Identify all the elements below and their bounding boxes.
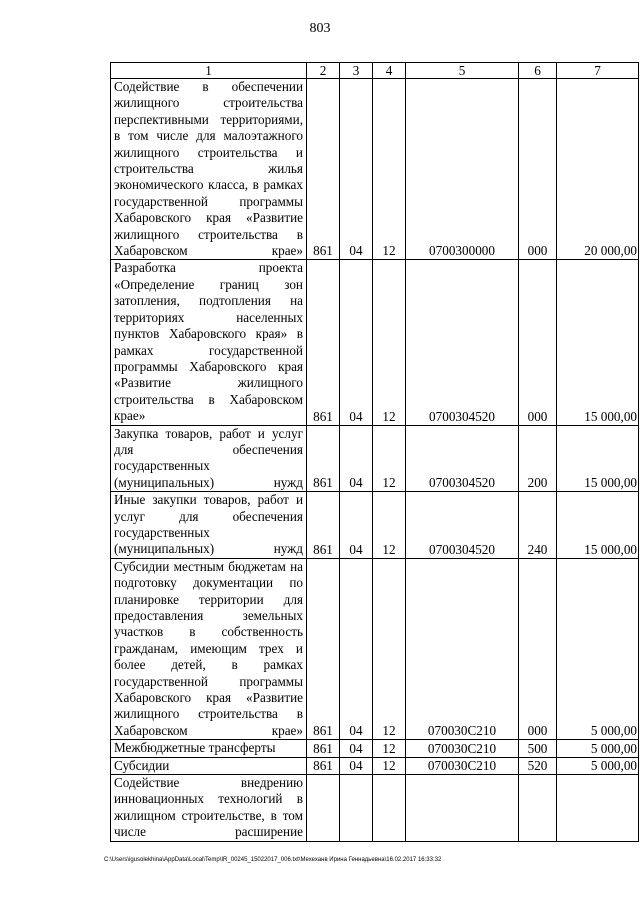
row-name: Субсидии местным бюджетам на подготовку документации по планировке территории для предоставления земельных участков в собственность гражданам, имеющим трех и более детей, в рамках государственной программы Хабаровского края «Развитие жилищного строительства в Хабаровском крае»	[111, 558, 307, 739]
row-code-6: 000	[519, 260, 557, 425]
row-code-2: 861	[307, 558, 340, 739]
row-code-2: 861	[307, 757, 340, 774]
header-cell: 6	[519, 63, 557, 79]
row-name: Межбюджетные трансферты	[111, 740, 307, 757]
row-code-2: 861	[307, 260, 340, 425]
row-code-2: 861	[307, 740, 340, 757]
page-number: 803	[309, 21, 331, 36]
row-code-2: 861	[307, 425, 340, 492]
table-row	[111, 260, 639, 425]
row-code-6: 000	[519, 558, 557, 739]
row-name: Иные закупки товаров, работ и услуг для обеспечения государственных (муниципальных) нужд	[111, 492, 307, 559]
row-code-3: 04	[340, 757, 373, 774]
budget-table	[110, 62, 639, 842]
table-row	[111, 757, 639, 774]
row-code-6: 240	[519, 492, 557, 559]
header-cell: 7	[557, 63, 639, 79]
header-cell: 1	[111, 63, 307, 79]
row-amount: 15 000,00	[557, 425, 639, 492]
row-code-4: 12	[373, 79, 406, 260]
row-code-3: 04	[340, 740, 373, 757]
row-code-2: 861	[307, 492, 340, 559]
row-code-6: 200	[519, 425, 557, 492]
row-code-5: 070030С210	[406, 757, 519, 774]
row-code-5	[406, 775, 519, 842]
row-amount: 20 000,00	[557, 79, 639, 260]
row-code-5: 0700304520	[406, 425, 519, 492]
row-name: Субсидии	[111, 757, 307, 774]
row-amount: 15 000,00	[557, 492, 639, 559]
header-cell: 4	[373, 63, 406, 79]
row-amount: 5 000,00	[557, 558, 639, 739]
row-code-3	[340, 775, 373, 842]
table-row	[111, 775, 639, 842]
row-amount	[557, 775, 639, 842]
row-amount: 5 000,00	[557, 757, 639, 774]
row-name: Закупка товаров, работ и услуг для обеспечения государственных (муниципальных) нужд	[111, 425, 307, 492]
header-cell: 2	[307, 63, 340, 79]
row-code-4: 12	[373, 740, 406, 757]
row-code-2	[307, 775, 340, 842]
header-cell: 3	[340, 63, 373, 79]
row-code-5: 070030С210	[406, 740, 519, 757]
row-code-3: 04	[340, 492, 373, 559]
row-amount: 5 000,00	[557, 740, 639, 757]
row-code-6: 000	[519, 79, 557, 260]
row-code-4: 12	[373, 757, 406, 774]
row-code-2: 861	[307, 79, 340, 260]
table-header-row	[111, 63, 639, 79]
row-code-3: 04	[340, 425, 373, 492]
row-code-4: 12	[373, 558, 406, 739]
table-row	[111, 79, 639, 260]
row-code-5: 0700304520	[406, 260, 519, 425]
table-row	[111, 425, 639, 492]
row-code-5: 0700300000	[406, 79, 519, 260]
row-code-5: 070030С210	[406, 558, 519, 739]
row-name: Содействие внедрению инновационных технологий в жилищном строительстве, в том числе расширение	[111, 775, 307, 842]
row-code-3: 04	[340, 558, 373, 739]
row-code-6	[519, 775, 557, 842]
row-name: Разработка проекта «Определение границ зон затопления, подтопления на территориях населенных пунктов Хабаровского края» в рамках государственной программы Хабаровского края «Развитие жилищного строительства в Хабаровском крае»	[111, 260, 307, 425]
row-code-3: 04	[340, 79, 373, 260]
row-code-5: 0700304520	[406, 492, 519, 559]
header-cell: 5	[406, 63, 519, 79]
row-code-4	[373, 775, 406, 842]
row-code-3: 04	[340, 260, 373, 425]
row-code-4: 12	[373, 260, 406, 425]
table-row	[111, 492, 639, 559]
row-code-6: 500	[519, 740, 557, 757]
table-row	[111, 558, 639, 739]
row-name: Содействие в обеспечении жилищного строительства перспективными территориями, в том числе для малоэтажного жилищного строительства и строительства жилья экономического класса, в рамках государственной программы Хабаровского края «Развитие жилищного строительства в Хабаровском крае»	[111, 79, 307, 260]
row-code-4: 12	[373, 492, 406, 559]
footer-file-path: C:\Users\igusolekhina\AppData\Local\Temp\IR_00245_15022017_006.txt\Мехеханв Ирина Геннадьевна\16.02.2017 16:33:32	[104, 857, 442, 863]
row-code-4: 12	[373, 425, 406, 492]
row-code-6: 520	[519, 757, 557, 774]
row-amount: 15 000,00	[557, 260, 639, 425]
table-row	[111, 740, 639, 757]
